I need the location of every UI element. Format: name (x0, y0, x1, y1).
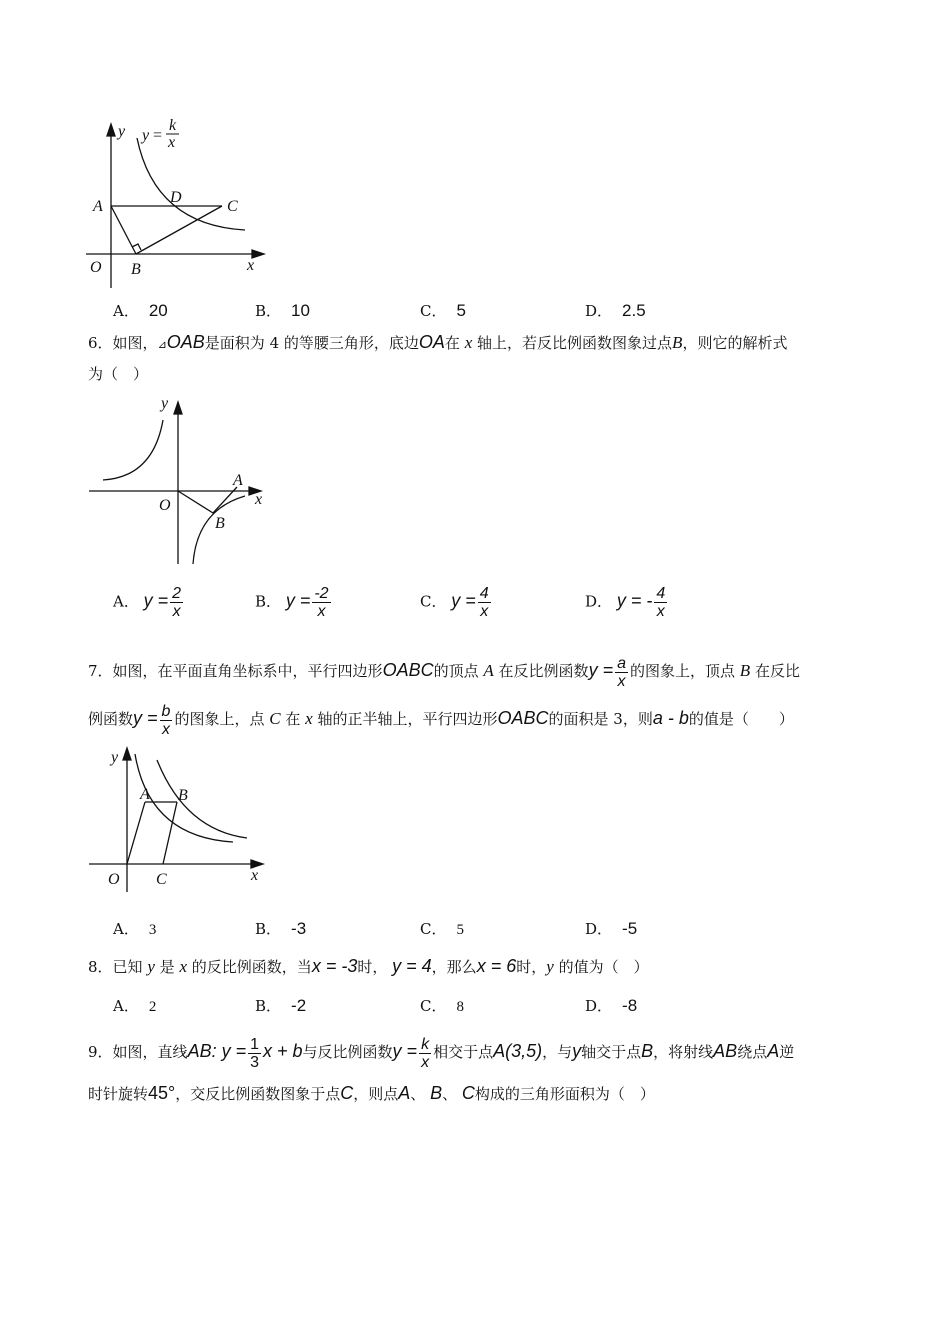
text-segment: 例函数 (88, 710, 134, 728)
text-segment: y = (285, 590, 311, 611)
text-segment (248, 1036, 261, 1071)
q6-option-b[interactable] (255, 585, 333, 620)
text-segment: 6． (88, 334, 113, 352)
text-segment: -5 (622, 919, 638, 938)
q6-option-a[interactable] (113, 585, 185, 620)
figure-label: y (118, 123, 126, 140)
text-segment: y = - (616, 590, 653, 611)
q6-figure (85, 392, 285, 572)
text-segment: 逆 (779, 1043, 795, 1061)
text-segment: 的值为（ ） (558, 958, 649, 976)
text-segment: 的图象上，点 (174, 710, 265, 728)
text-segment: x (161, 720, 170, 738)
text-segment: 构成的三角形面积为（ ） (474, 1085, 655, 1103)
text-segment: x (617, 672, 626, 690)
q5-figure (80, 110, 280, 300)
text-segment: 在 (444, 334, 460, 352)
q8-stem (88, 956, 649, 977)
text-segment: ，将射线 (653, 1043, 714, 1061)
figure-label: B (215, 515, 225, 532)
text-segment (615, 655, 628, 690)
text-segment: B (430, 1083, 443, 1103)
text-segment: D． (585, 920, 613, 938)
text-segment: A． (113, 997, 139, 1015)
q6-option-c[interactable] (420, 585, 493, 620)
text-segment: OAB (166, 332, 205, 352)
q8-option-b[interactable] (255, 995, 306, 1016)
text-segment: 9． (88, 1043, 113, 1061)
text-segment: x = 6 (476, 956, 517, 976)
text-segment: B (641, 1041, 654, 1061)
text-segment: 2 (172, 585, 182, 602)
figure-label: x (255, 491, 263, 508)
q5-option-d[interactable] (585, 300, 646, 321)
text-segment: C (461, 1083, 475, 1103)
text-segment: 、 (410, 1085, 426, 1103)
text-segment: a (617, 654, 626, 672)
text-segment: 的图象上，顶点 (629, 662, 735, 680)
text-segment: -2 (314, 585, 329, 602)
text-segment: 轴上，若反比例函数图象过点 (477, 334, 673, 352)
text-segment: y = (451, 590, 476, 611)
text-segment: A(3,5) (493, 1041, 543, 1061)
text-segment: 3 (148, 922, 157, 938)
text-segment: y = (588, 660, 614, 680)
text-segment: 轴交于点 (581, 1043, 642, 1061)
text-segment: x (656, 603, 665, 620)
figure-label: A (233, 472, 243, 489)
q7-option-d[interactable] (585, 918, 637, 939)
text-segment: 2 (148, 999, 157, 1015)
text-segment (478, 585, 491, 620)
text-segment: C． (420, 920, 447, 938)
q6-option-d[interactable] (585, 585, 669, 620)
text-segment (312, 585, 330, 620)
text-segment: B． (255, 302, 282, 320)
text-segment: D． (585, 997, 613, 1015)
q8-option-d[interactable] (585, 995, 637, 1016)
text-segment: 1 (250, 1035, 259, 1053)
text-segment: 在反比例函数 (498, 662, 589, 680)
text-segment: 是面积为 4 的等腰三角形，底边 (204, 334, 419, 352)
q5-option-c[interactable] (420, 300, 466, 321)
figure-label: C (227, 198, 238, 215)
figure-label: y (142, 127, 150, 144)
q7-stem (88, 652, 800, 690)
q8-option-c[interactable] (420, 995, 464, 1016)
q7-option-a[interactable] (113, 918, 156, 939)
text-segment: 绕点 (737, 1043, 768, 1061)
text-segment: 如图，在平面直角坐标系中，平行四边形 (112, 662, 383, 680)
text-segment: 4 (656, 585, 666, 602)
text-segment: 在反比 (754, 662, 800, 680)
text-segment: B． (255, 592, 282, 611)
text-segment: 的值是（ ） (688, 710, 794, 728)
text-segment: a - b (652, 708, 689, 728)
text-segment: 7． (88, 662, 113, 680)
q6-stem (88, 332, 787, 355)
text-segment: y = (133, 708, 158, 728)
text-segment: 5 (456, 922, 464, 938)
text-segment: OABC (497, 708, 549, 728)
figure-label: O (108, 871, 120, 888)
figure-label: = (153, 127, 163, 144)
text-segment: 20 (148, 301, 168, 320)
text-segment: 4 (479, 585, 489, 602)
q9-stem (88, 1033, 794, 1071)
text-segment: AB (187, 1041, 212, 1061)
figure-label: B (178, 787, 188, 804)
text-segment: 与反比例函数 (302, 1043, 393, 1061)
text-segment: B． (255, 920, 282, 938)
text-segment: x = -3 (311, 956, 358, 976)
text-segment (170, 585, 183, 620)
text-segment: 如图，直线 (112, 1043, 188, 1061)
text-segment: A (398, 1083, 411, 1103)
q5-option-a[interactable] (113, 300, 168, 321)
text-segment: 在 (285, 710, 301, 728)
text-segment: ，那么 (431, 958, 477, 976)
figure-label: y (111, 749, 119, 766)
text-segment: C． (420, 997, 447, 1015)
figure-label: A (140, 786, 150, 803)
text-segment: B． (255, 997, 282, 1015)
text-segment: 5 (456, 301, 466, 320)
text-segment: 10 (291, 301, 310, 320)
figure-label: y (161, 395, 169, 412)
text-segment: y = (392, 1041, 418, 1061)
text-segment: x (464, 333, 473, 352)
q7-stem-cont (88, 700, 794, 738)
figure-label: A (93, 198, 103, 215)
text-segment: A． (113, 920, 139, 938)
text-segment: 的面积是 3，则 (548, 710, 653, 728)
text-segment: 3 (250, 1053, 259, 1071)
text-segment: x (480, 603, 489, 620)
text-segment: D． (585, 302, 613, 320)
text-segment: C． (420, 302, 447, 320)
text-segment: ⊿ (157, 338, 167, 351)
q6-stem-cont: 为（ ） (88, 365, 149, 383)
q5-option-b[interactable] (255, 300, 310, 321)
text-segment: 时， (357, 958, 388, 976)
q7-option-b[interactable] (255, 918, 306, 939)
figure-label: x (247, 257, 255, 274)
figure-label: O (159, 497, 171, 514)
text-segment: AB (713, 1041, 738, 1061)
text-segment: 的反比例函数，当 (191, 958, 312, 976)
figure-label: D (170, 189, 182, 206)
text-segment: 轴的正半轴上，平行四边形 (317, 710, 498, 728)
text-segment: A (767, 1041, 780, 1061)
figure-label: C (156, 871, 167, 888)
text-segment: 8 (456, 999, 464, 1015)
text-segment: 时针旋转 (88, 1085, 149, 1103)
text-segment: ，则它的解析式 (682, 334, 788, 352)
q7-option-c[interactable] (420, 918, 464, 939)
text-segment: B (739, 661, 751, 680)
text-segment: OA (418, 332, 445, 352)
text-segment: -2 (291, 996, 307, 1015)
text-segment: -3 (291, 919, 307, 938)
text-segment: B (672, 333, 683, 352)
q7-figure (85, 742, 285, 902)
text-segment: y = (143, 590, 169, 611)
text-segment: ，与 (542, 1043, 573, 1061)
figure-label: B (131, 261, 141, 278)
text-segment: A． (113, 302, 139, 320)
q8-option-a[interactable] (113, 995, 156, 1016)
text-segment: k (421, 1035, 430, 1053)
figure-label: x (168, 134, 176, 151)
text-segment: y (572, 1041, 582, 1061)
text-segment: x (305, 709, 313, 728)
figure-label: k (169, 117, 177, 134)
text-segment: 相交于点 (433, 1043, 494, 1061)
text-segment: 45° (148, 1083, 176, 1103)
figure-label: O (90, 259, 102, 276)
text-segment: 8． (88, 958, 113, 976)
text-segment: A (483, 661, 494, 680)
text-segment: y (546, 957, 554, 976)
q9-stem-cont (88, 1083, 655, 1104)
text-segment: 是 (159, 958, 175, 976)
text-segment: 的顶点 (433, 662, 479, 680)
text-segment: b (161, 702, 171, 720)
text-segment: y = 4 (392, 956, 432, 976)
text-segment: 如图， (112, 334, 158, 352)
text-segment: 时， (516, 958, 547, 976)
text-segment: OABC (382, 660, 434, 680)
text-segment (419, 1036, 431, 1071)
text-segment (160, 703, 173, 738)
text-segment: x (317, 603, 326, 620)
text-segment: : y = (211, 1041, 247, 1061)
text-segment: D． (585, 592, 613, 611)
text-segment: -8 (622, 996, 638, 1015)
text-segment: 2.5 (622, 301, 646, 320)
text-segment: x + b (263, 1041, 303, 1061)
text-segment: x (179, 957, 188, 976)
text-segment (654, 585, 667, 620)
text-segment: 、 (442, 1085, 458, 1103)
text-segment: x (172, 603, 181, 620)
text-segment: C (340, 1083, 354, 1103)
text-segment: 已知 (112, 958, 143, 976)
text-segment: C (269, 709, 281, 728)
text-segment: y (147, 957, 155, 976)
text-segment: A． (113, 592, 139, 611)
text-segment: x (421, 1053, 430, 1071)
text-segment: C． (420, 592, 447, 611)
text-segment: ，则点 (353, 1085, 399, 1103)
figure-label: x (251, 867, 259, 884)
text-segment: ，交反比例函数图象于点 (175, 1085, 341, 1103)
